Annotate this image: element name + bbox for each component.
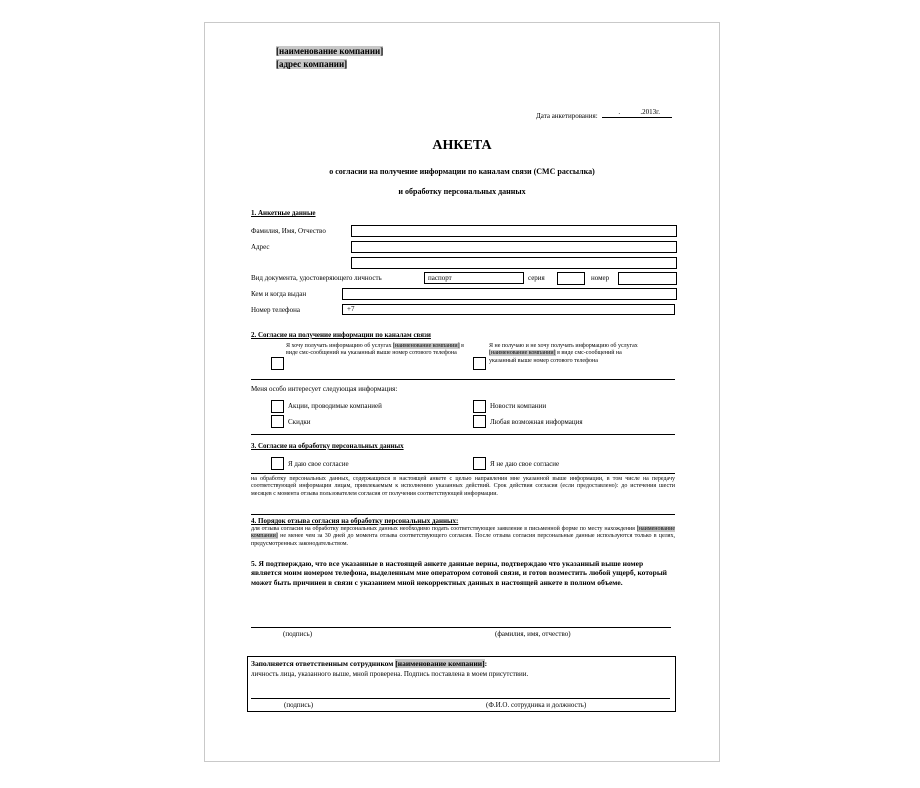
sms-agree-text	[286, 343, 464, 358]
section-3-text: на обработку персональных данных, содержащихся в настоящей анкете с целью направления мне указанной выше информации, в том числе на передачу соответствующей информации лицам, привлекаемым к исполнению указанных действий. Срок действия согласия (если предоставлено): до истечения шести месяцев с момента отзыва пользователем согласия от получения соответствующей информации.	[251, 476, 675, 497]
company-name-placeholder: [наименование компании]	[276, 46, 384, 56]
staff-name-label: (Ф.И.О. сотрудника и должность)	[486, 701, 587, 709]
staff-heading	[251, 659, 487, 668]
staff-heading-pre: Заполняется ответственным сотрудником	[251, 659, 394, 668]
staff-heading-company: [наименование компании]	[395, 659, 485, 668]
document-type-label: Вид документа, удостоверяющего личность	[251, 274, 382, 282]
page-title: АНКЕТА	[432, 138, 492, 153]
option-any-label: Любая возможная информация	[490, 418, 583, 426]
section-4-text-pre: для отзыва согласия на обработку персональных данных необходимо подать соответствующее заявление в письменной форме по месту нахождения	[251, 526, 635, 532]
date-year: .2013г.	[640, 108, 661, 116]
sms-agree-company: [наименование компании]	[393, 343, 460, 349]
section-4-text	[251, 526, 675, 548]
section-4-heading: 4. Порядок отзыва согласия на обработку персональных данных:	[251, 517, 459, 525]
section-4-company: [наименование компании]	[251, 526, 676, 540]
series-label: серия	[528, 274, 545, 282]
company-address-placeholder: [адрес компании]	[276, 59, 348, 69]
staff-signature-label: (подпись)	[284, 701, 314, 709]
staff-heading-colon: :	[484, 659, 488, 668]
option-discounts-checkbox[interactable]	[271, 415, 284, 428]
option-promotions-checkbox[interactable]	[271, 400, 284, 413]
signature-line[interactable]	[251, 627, 671, 628]
section-3-bottom-divider	[251, 514, 675, 515]
option-news-label: Новости компании	[490, 402, 547, 410]
sms-refuse-company: [наименование компании]	[489, 350, 556, 357]
sms-refuse-checkbox[interactable]	[473, 357, 486, 370]
sms-refuse-post: в виде смс-сообщений на указанный выше номер сотового телефона	[489, 350, 622, 364]
date-field[interactable]	[602, 109, 672, 118]
section-1-heading: 1. Анкетные данные	[251, 209, 316, 217]
issued-input[interactable]	[342, 288, 677, 300]
document-page	[204, 22, 720, 762]
sms-refuse-pre: Я не получаю и не хочу получать информацию об услугах	[489, 343, 638, 349]
fullname-label: (фамилия, имя, отчество)	[495, 630, 571, 638]
series-input[interactable]	[557, 272, 585, 285]
signature-label: (подпись)	[283, 630, 313, 638]
section-2-divider	[251, 379, 675, 380]
number-input[interactable]	[618, 272, 677, 285]
section-4-text-post: не менее чем за 30 дней до момента отзыва соответствующего согласия. После отзыва согласия персональные данные используются только в целях, предусмотренных законодательством.	[251, 533, 676, 547]
pd-agree-checkbox[interactable]	[271, 457, 284, 470]
fio-label: Фамилия, Имя, Отчество	[251, 227, 326, 235]
pd-agree-label: Я даю свое согласие	[288, 460, 349, 468]
pd-refuse-checkbox[interactable]	[473, 457, 486, 470]
sms-refuse-text	[489, 343, 649, 365]
address-label: Адрес	[251, 243, 270, 251]
section-3-heading: 3. Согласие на обработку персональных данных	[251, 442, 404, 450]
section-3-divider	[251, 473, 675, 474]
sms-agree-post: в виде смс-сообщений на указанный выше номер сотового телефона	[286, 343, 464, 357]
subtitle-line-2: и обработку персональных данных	[398, 187, 526, 196]
interest-label: Меня особо интересует следующая информация:	[251, 385, 398, 393]
date-label: Дата анкетирования:	[536, 112, 598, 120]
address-input-1[interactable]	[351, 241, 677, 253]
section-2-bottom-divider	[251, 434, 675, 435]
section-2-heading: 2. Согласие на получение информации по каналам связи	[251, 331, 431, 339]
date-dot: .	[618, 108, 621, 116]
survey-date	[536, 109, 672, 121]
option-news-checkbox[interactable]	[473, 400, 486, 413]
staff-signature-line[interactable]	[251, 698, 670, 699]
staff-text: личность лица, указанного выше, мной проверена. Подпись поставлена в моем присутствии.	[251, 670, 529, 678]
document-type-input[interactable]: паспорт	[424, 272, 524, 284]
sms-agree-checkbox[interactable]	[271, 357, 284, 370]
sms-agree-pre: Я хочу получать информацию об услугах	[286, 343, 392, 349]
issued-label: Кем и когда выдан	[251, 290, 307, 298]
section-5-confirmation: 5. Я подтверждаю, что все указанные в настоящей анкете данные верны, подтверждаю что указанный выше номер является моим номером телефона, выделенным мне оператором сотовой связи, и готов возместить любой ущерб, который может быть причинен в связи с указанием мной некорректных данных в настоящей анкете в полном объеме.	[251, 559, 667, 587]
fio-input[interactable]	[351, 225, 677, 237]
phone-input[interactable]: +7	[342, 304, 675, 315]
phone-label: Номер телефона	[251, 306, 300, 314]
company-header	[276, 44, 383, 70]
subtitle-line-1: о согласии на получение информации по каналам связи (СМС рассылка)	[329, 167, 595, 176]
pd-refuse-label: Я не даю свое согласие	[490, 460, 560, 468]
staff-verification-box	[247, 656, 676, 712]
number-label: номер	[591, 274, 610, 282]
option-discounts-label: Скидки	[288, 418, 311, 426]
address-input-2[interactable]	[351, 257, 677, 269]
option-promotions-label: Акции, проводимые компанией	[288, 402, 382, 410]
option-any-checkbox[interactable]	[473, 415, 486, 428]
